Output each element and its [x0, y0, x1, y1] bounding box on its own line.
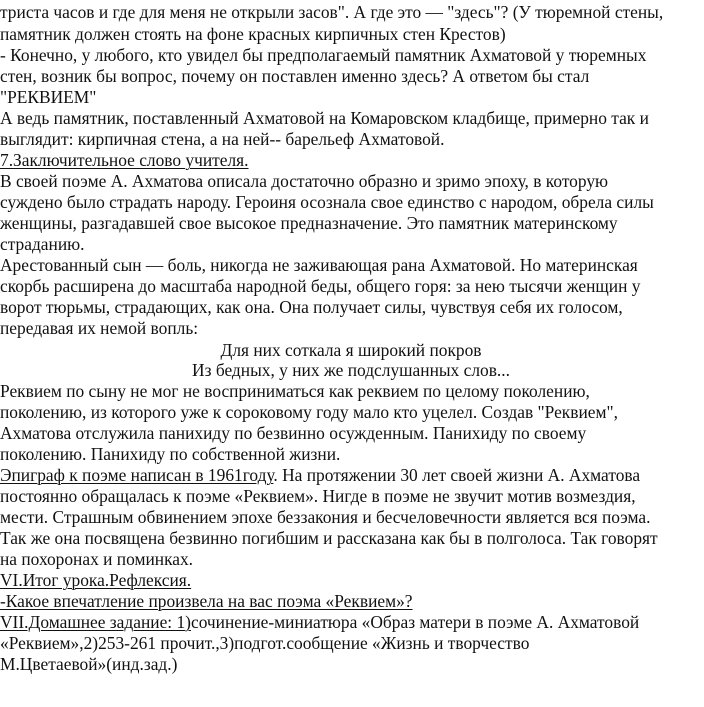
text-line: памятник должен стоять на фоне красных кирпичных стен Крестов) [0, 24, 506, 44]
text-line: ворот тюрьмы, страдающих, как она. Она получает силы, чувствуя себя их голосом, [0, 297, 623, 317]
homework-heading: VII.Домашнее задание: 1) [0, 612, 191, 632]
text-line: В своей поэме А. Ахматова описала достаточно образно и зримо эпоху, в которую [0, 171, 609, 191]
text-line: скорбь расширена до масштаба народной беды, общего горя: за нею тысячи женщин у [0, 276, 641, 296]
text-line: А ведь памятник, поставленный Ахматовой на Комаровском кладбище, примерно так и [0, 108, 649, 128]
section-heading-text: VI.Итог урока.Рефлексия. [0, 570, 192, 590]
text-line: Арестованный сын — боль, никогда не заживающая рана Ахматовой. Но материнская [0, 255, 638, 275]
section-heading-text: 7.Заключительное слово учителя. [0, 150, 249, 170]
epigraph-text: . На протяжении 30 лет своей жизни А. Ахматова [273, 465, 641, 485]
text-line: поколению. Панихиду по собственной жизни. [0, 444, 341, 464]
text-line: Ахматова отслужила панихиду по безвинно осужденным. Панихиду по своему [0, 423, 587, 443]
text-line: поколению, из которого уже к сороковому году мало кто уцелел. Создав "Реквием", [0, 402, 618, 422]
epigraph-line [0, 465, 702, 486]
text-line: женщины, разгадавшей свое высокое предназначение. Это памятник материнскому [0, 213, 618, 233]
text-line: «Реквием»,2)253-261 прочит.,3)подгот.сообщение «Жизнь и творчество [0, 633, 530, 653]
text-line: суждено было страдать народу. Героиня осознала свое единство с народом, обрела силы [0, 192, 654, 212]
poem-line: Из бедных, у них же подслушанных слов... [192, 360, 510, 380]
text-line: постоянно обращалась к поэме «Реквием». Нигде в поэме не звучит мотив возмездия, [0, 486, 636, 506]
text-line: на похоронах и поминках. [0, 549, 194, 569]
text-line: выглядит: кирпичная стена, а на ней-- барельеф Ахматовой. [0, 129, 445, 149]
text-line: Так же она посвящена безвинно погибшим и рассказана как бы в полголоса. Так говорят [0, 528, 658, 548]
text-line: передавая их немой вопль: [0, 318, 199, 338]
homework-line [0, 612, 702, 633]
poem-line: Для них соткала я широкий покров [220, 340, 482, 360]
section-heading [0, 570, 702, 591]
text-line: "РЕКВИЕМ" [0, 87, 97, 107]
epigraph-heading: Эпиграф к поэме написан в 1961году [0, 465, 274, 485]
text-line: стен, возник бы вопрос, почему он поставлен именно здесь? А ответом бы стал [0, 66, 590, 86]
text-line: Реквием по сыну не мог не восприниматься как реквием по целому поколению, [0, 381, 590, 401]
reflection-question [0, 591, 702, 612]
section-heading [0, 150, 702, 171]
text-line: - Конечно, у любого, кто увидел бы предполагаемый памятник Ахматовой у тюремных [0, 45, 647, 65]
text-line: М.Цветаевой»(инд.зад.) [0, 654, 178, 674]
reflection-question-text: -Какое впечатление произвела на вас поэма «Реквием»? [0, 591, 413, 611]
text-line: страданию. [0, 234, 85, 254]
text-line: мести. Страшным обвинением эпохе беззакония и бесчеловечности является вся поэма. [0, 507, 651, 527]
homework-text: сочинение-миниатюра «Образ матери в поэме А. Ахматовой [190, 612, 640, 632]
text-line: триста часов и где для меня не открыли засов". А где это — "здесь"? (У тюремной стены, [0, 2, 664, 22]
